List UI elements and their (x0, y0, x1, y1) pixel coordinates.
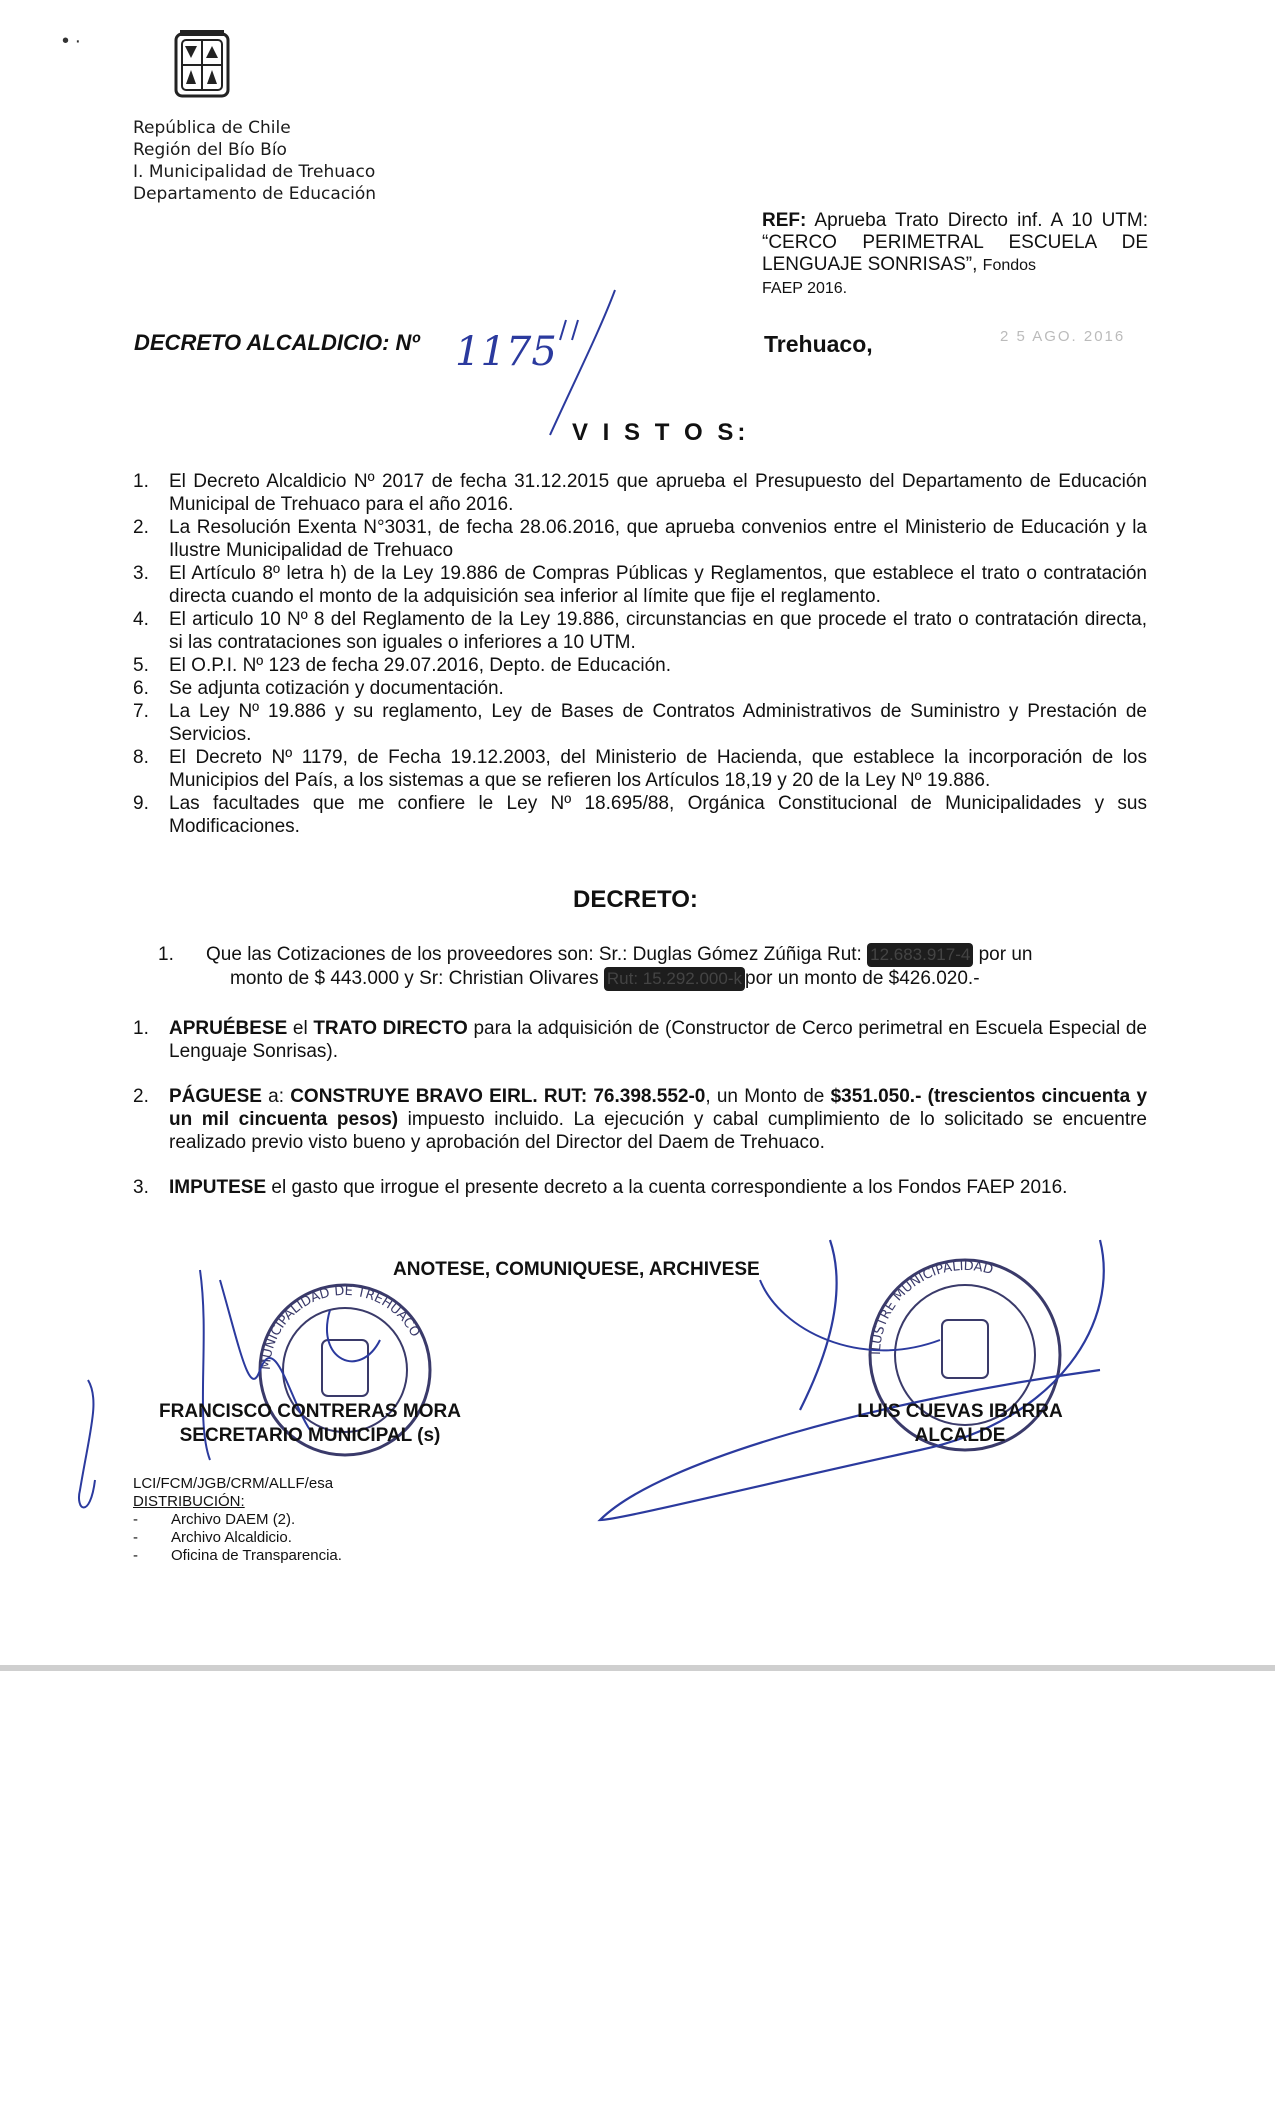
vistos-title: V I S T O S: (572, 419, 750, 446)
letterhead-line: Región del Bío Bío (133, 140, 287, 160)
decreto-list (133, 1017, 1147, 1199)
list-item: 8. El Decreto Nº 1179, de Fecha 19.12.2003, del Ministerio de Hacienda, que establece la incorporación de los Municipios del País, a los sistemas a que se refieren los Artículos 18,19 y 20 de la Ley Nº 19.886. (133, 747, 1147, 791)
handwritten-number (450, 280, 630, 440)
ref-label: REF: (762, 210, 807, 231)
letterhead (133, 117, 376, 205)
distribution-item: - Archivo Alcaldicio. (133, 1529, 292, 1546)
list-item: 7. La Ley Nº 19.886 y su reglamento, Ley de Bases de Contratos Administrativos de Suministro y Prestación de Servicios. (133, 701, 1147, 745)
left-signatory (140, 1400, 480, 1448)
decree-number-label: DECRETO ALCALDICIO: Nº (134, 330, 420, 355)
ref-text: Aprueba Trato Directo inf. A 10 UTM: “CERCO PERIMETRAL ESCUELA DE LENGUAJE SONRISAS”, (762, 210, 1149, 275)
initials: LCI/FCM/JGB/CRM/ALLF/esa (133, 1475, 334, 1492)
ref-tail-2: FAEP 2016. (762, 280, 848, 297)
quotes-text: monto de $ 443.000 y Sr: Christian Olivares (230, 968, 599, 989)
right-signatory (830, 1400, 1090, 1448)
list-item: 9. Las facultades que me confiere le Ley Nº 18.695/88, Orgánica Constitucional de Municipalidades y sus Modificaciones. (133, 793, 1147, 837)
letterhead-line: Departamento de Educación (133, 184, 377, 204)
quotes-paragraph (158, 943, 1128, 991)
list-item: 5. El O.P.I. Nº 123 de fecha 29.07.2016, Depto. de Educación. (133, 655, 671, 676)
left-signatory-name: FRANCISCO CONTRERAS MORA (159, 1401, 461, 1422)
list-item: 6. Se adjunta cotización y documentación. (133, 678, 504, 699)
decreto-title: DECRETO: (573, 886, 698, 913)
list-item: 3. IMPUTESE el gasto que irrogue el presente decreto a la cuenta correspondiente a los Fondos FAEP 2016. (133, 1177, 1068, 1198)
municipal-crest-icon (170, 28, 234, 104)
list-item: 1. APRUÉBESE el TRATO DIRECTO para la adquisición de (Constructor de Cerco perimetral en Escuela Especial de Lenguaje Sonrisas). (133, 1018, 1147, 1062)
list-item: 2. La Resolución Exenta N°3031, de fecha 28.06.2016, que aprueba convenios entre el Ministerio de Educación y la Ilustre Municipalidad de Trehuaco (133, 517, 1147, 561)
right-stamp-text: ILUSTRE MUNICIPALIDAD (868, 1258, 995, 1356)
redacted-rut: 12.683.917-4 (867, 943, 973, 967)
letterhead-line: República de Chile (133, 118, 291, 138)
closing-formula: ANOTESE, COMUNIQUESE, ARCHIVESE (393, 1259, 760, 1280)
ref-tail: Fondos (982, 257, 1037, 274)
list-item: 4. El articulo 10 Nº 8 del Reglamento de la Ley 19.886, circunstancias en que procede el trato o contratación directa, si las contrataciones son iguales o inferiores a 10 UTM. (133, 609, 1147, 653)
right-signatory-name: LUIS CUEVAS IBARRA (857, 1401, 1063, 1422)
date-stamp: 2 5 AGO. 2016 (1000, 328, 1126, 345)
distribution-title: DISTRIBUCIÓN: (133, 1493, 245, 1510)
quotes-text: por un (978, 944, 1033, 965)
redacted-rut: Rut: 15.292.000-k (604, 967, 745, 991)
letterhead-line: I. Municipalidad de Trehuaco (133, 162, 376, 182)
list-item: 3. El Artículo 8º letra h) de la Ley 19.886 de Compras Públicas y Reglamentos, que establece el trato o contratación directa cuando el monto de la adquisición sea inferior al límite que fije el reglamento. (133, 563, 1147, 607)
left-signatory-role: SECRETARIO MUNICIPAL (s) (179, 1425, 441, 1446)
quotes-text: por un monto de $426.020.- (745, 968, 980, 989)
distribution-item: - Archivo DAEM (2). (133, 1511, 296, 1528)
distribution-item: - Oficina de Transparencia. (133, 1547, 342, 1564)
blank-area (0, 1665, 1275, 2106)
svg-text:ILUSTRE MUNICIPALIDAD (869, 1259, 995, 1355)
vistos-list (133, 470, 1147, 838)
footer (133, 1475, 342, 1565)
quotes-number: 1. (158, 944, 174, 965)
handwritten-number-text: 1175 (455, 329, 557, 375)
list-item: 2. PÁGUESE a: CONSTRUYE BRAVO EIRL. RUT: 76.398.552-0, un Monto de $351.050.- (trescientos cincuenta y un mil cincuenta pesos) impuesto incluido. La ejecución y cabal cumplimiento de lo solicitado se encuentre realizado previo visto bueno y aprobación del Director del Daem de Trehuaco. (133, 1086, 1148, 1153)
quotes-text: Que las Cotizaciones de los proveedores son: Sr.: Duglas Gómez Zúñiga Rut: (206, 944, 862, 965)
place: Trehuaco, (764, 331, 873, 357)
margin-mark: • · (62, 30, 82, 52)
list-item: 1. El Decreto Alcaldicio Nº 2017 de fecha 31.12.2015 que aprueba el Presupuesto del Departamento de Educación Municipal de Trehuaco para el año 2016. (133, 471, 1147, 515)
ref-block (762, 210, 1148, 300)
right-signatory-role: ALCALDE (914, 1425, 1006, 1446)
left-stamp-text: MUNICIPALIDAD DE TREHUACO (258, 1283, 423, 1371)
